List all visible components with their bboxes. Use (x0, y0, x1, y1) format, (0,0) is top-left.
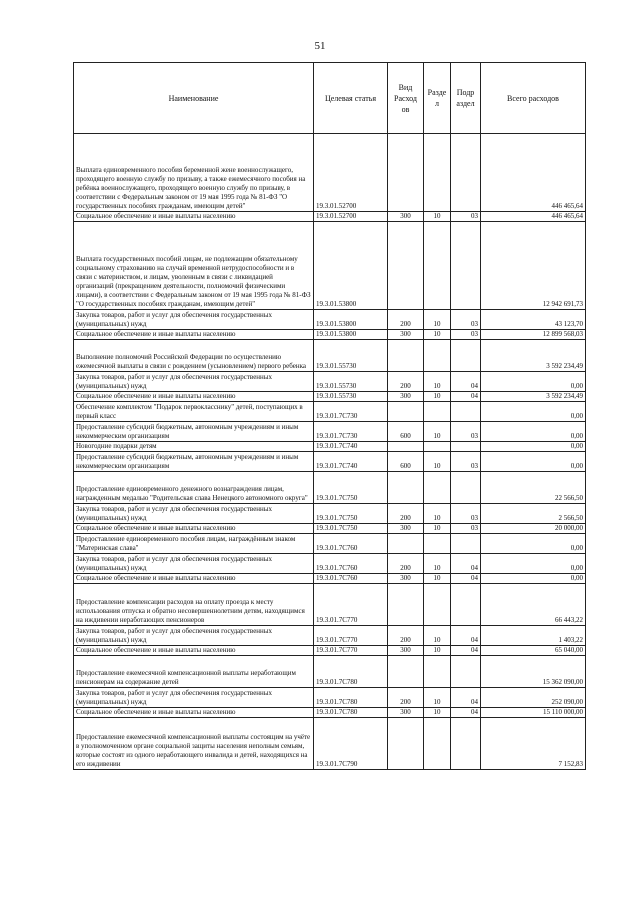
table-header-row (74, 63, 586, 134)
row-subsection-cell (451, 472, 481, 504)
row-total-cell: 12 942 691,73 (481, 222, 586, 310)
row-name-cell: Предоставление субсидий бюджетным, автономным учреждениям и иным некоммерческим организациям (74, 422, 314, 442)
row-subsection-cell: 04 (451, 626, 481, 646)
row-total-cell: 446 465,64 (481, 134, 586, 212)
row-section-cell: 10 (424, 212, 451, 222)
row-expense-type-cell: 300 (388, 708, 424, 718)
row-target-cell: 19.3.01.55730 (314, 372, 388, 392)
header-target: Целевая статья (314, 63, 388, 134)
row-target-cell: 19.3.01.53800 (314, 222, 388, 310)
row-name-cell: Выплата единовременного пособия беременной жене военнослужащего, проходящего военную службу по призыву, а также ежемесячного пособия на ребёнка военнослужащего, проходящего военную службу по призыву, в соответствии с Федеральным законом от 19 мая 1995 года № 81-ФЗ "О государственных пособиях гражданам, имеющим детей" (74, 134, 314, 212)
row-target-cell: 19.3.01.7C740 (314, 442, 388, 452)
table-row (74, 442, 586, 452)
row-expense-type-cell: 600 (388, 452, 424, 472)
row-total-cell: 446 465,64 (481, 212, 586, 222)
row-name-cell: Социальное обеспечение и иные выплаты населению (74, 212, 314, 222)
row-expense-type-cell: 300 (388, 392, 424, 402)
row-target-cell: 19.3.01.52700 (314, 134, 388, 212)
row-section-cell: 10 (424, 708, 451, 718)
row-target-cell: 19.3.01.7C770 (314, 584, 388, 626)
row-name-cell: Социальное обеспечение и иные выплаты населению (74, 330, 314, 340)
row-expense-type-cell (388, 402, 424, 422)
row-target-cell: 19.3.01.53800 (314, 310, 388, 330)
row-section-cell (424, 134, 451, 212)
row-subsection-cell (451, 534, 481, 554)
row-subsection-cell: 04 (451, 554, 481, 574)
row-section-cell (424, 718, 451, 770)
row-name-cell: Социальное обеспечение и иные выплаты населению (74, 392, 314, 402)
row-subsection-cell: 04 (451, 372, 481, 392)
row-section-cell (424, 584, 451, 626)
row-target-cell: 19.3.01.55730 (314, 340, 388, 372)
row-expense-type-cell: 300 (388, 212, 424, 222)
table-row (74, 372, 586, 392)
table-row (74, 688, 586, 708)
row-target-cell: 19.3.01.7C760 (314, 554, 388, 574)
row-section-cell: 10 (424, 310, 451, 330)
row-total-cell: 15 110 000,00 (481, 708, 586, 718)
row-subsection-cell (451, 402, 481, 422)
row-target-cell: 19.3.01.52700 (314, 212, 388, 222)
row-total-cell: 22 566,50 (481, 472, 586, 504)
row-total-cell: 1 403,22 (481, 626, 586, 646)
header-name: Наименование (74, 63, 314, 134)
row-expense-type-cell: 300 (388, 330, 424, 340)
row-expense-type-cell: 300 (388, 574, 424, 584)
row-subsection-cell (451, 442, 481, 452)
table-row (74, 626, 586, 646)
row-section-cell (424, 534, 451, 554)
row-name-cell: Предоставление компенсации расходов на оплату проезда к месту использования отпуска и обратно несовершеннолетним детям, находящимся на иждивении неработающих пенсионеров (74, 584, 314, 626)
row-total-cell: 3 592 234,49 (481, 392, 586, 402)
row-section-cell: 10 (424, 372, 451, 392)
table-row (74, 534, 586, 554)
row-name-cell: Новогодние подарки детям (74, 442, 314, 452)
table-row (74, 574, 586, 584)
row-section-cell (424, 656, 451, 688)
row-subsection-cell: 03 (451, 330, 481, 340)
row-target-cell: 19.3.01.7C770 (314, 646, 388, 656)
row-name-cell: Закупка товаров, работ и услуг для обеспечения государственных (муниципальных) нужд (74, 626, 314, 646)
header-section: Разде л (424, 63, 451, 134)
row-subsection-cell: 04 (451, 646, 481, 656)
row-total-cell: 12 899 568,03 (481, 330, 586, 340)
row-section-cell (424, 442, 451, 452)
row-section-cell (424, 222, 451, 310)
row-name-cell: Закупка товаров, работ и услуг для обеспечения государственных (муниципальных) нужд (74, 310, 314, 330)
row-expense-type-cell (388, 222, 424, 310)
row-section-cell: 10 (424, 422, 451, 442)
row-target-cell: 19.3.01.7C790 (314, 718, 388, 770)
row-total-cell: 0,00 (481, 574, 586, 584)
table-row (74, 402, 586, 422)
row-section-cell: 10 (424, 688, 451, 708)
row-section-cell: 10 (424, 330, 451, 340)
row-target-cell: 19.3.01.7C750 (314, 524, 388, 534)
row-name-cell: Закупка товаров, работ и услуг для обеспечения государственных (муниципальных) нужд (74, 554, 314, 574)
row-subsection-cell: 04 (451, 708, 481, 718)
header-subsection: Подр аздел (451, 63, 481, 134)
row-subsection-cell (451, 134, 481, 212)
row-target-cell: 19.3.01.7C750 (314, 504, 388, 524)
row-target-cell: 19.3.01.55730 (314, 392, 388, 402)
row-target-cell: 19.3.01.7C760 (314, 534, 388, 554)
row-total-cell: 7 152,83 (481, 718, 586, 770)
table-row (74, 212, 586, 222)
row-name-cell: Социальное обеспечение и иные выплаты населению (74, 574, 314, 584)
row-name-cell: Социальное обеспечение и иные выплаты населению (74, 646, 314, 656)
row-subsection-cell (451, 656, 481, 688)
row-expense-type-cell (388, 134, 424, 212)
row-target-cell: 19.3.01.7C780 (314, 708, 388, 718)
row-total-cell: 66 443,22 (481, 584, 586, 626)
row-name-cell: Закупка товаров, работ и услуг для обеспечения государственных (муниципальных) нужд (74, 504, 314, 524)
row-subsection-cell: 03 (451, 504, 481, 524)
row-name-cell: Выполнение полномочий Российской Федерации по осуществлению ежемесячной выплаты в связи с рождением (усыновлением) первого ребенка (74, 340, 314, 372)
row-section-cell: 10 (424, 574, 451, 584)
header-expense-type: Вид Расход ов (388, 63, 424, 134)
row-subsection-cell: 03 (451, 422, 481, 442)
row-subsection-cell: 03 (451, 452, 481, 472)
table-row (74, 504, 586, 524)
row-expense-type-cell: 200 (388, 688, 424, 708)
row-section-cell: 10 (424, 524, 451, 534)
table-row (74, 340, 586, 372)
table-row (74, 222, 586, 310)
row-subsection-cell: 04 (451, 574, 481, 584)
row-name-cell: Предоставление единовременного денежного вознаграждения лицам, награжденным медалью "Родительская слава Ненецкого автономного округа" (74, 472, 314, 504)
row-name-cell: Предоставление ежемесячной компенсационной выплаты неработающим пенсионерам на содержание детей (74, 656, 314, 688)
row-total-cell: 0,00 (481, 372, 586, 392)
row-subsection-cell: 03 (451, 310, 481, 330)
row-section-cell (424, 340, 451, 372)
row-total-cell: 65 040,00 (481, 646, 586, 656)
row-expense-type-cell: 300 (388, 524, 424, 534)
row-subsection-cell (451, 222, 481, 310)
table-row (74, 656, 586, 688)
table-row (74, 718, 586, 770)
row-expense-type-cell: 200 (388, 504, 424, 524)
row-target-cell: 19.3.01.7C780 (314, 688, 388, 708)
row-expense-type-cell (388, 472, 424, 504)
row-total-cell: 0,00 (481, 402, 586, 422)
row-target-cell: 19.3.01.7C780 (314, 656, 388, 688)
row-expense-type-cell: 200 (388, 310, 424, 330)
row-name-cell: Социальное обеспечение и иные выплаты населению (74, 708, 314, 718)
row-name-cell: Социальное обеспечение и иные выплаты населению (74, 524, 314, 534)
row-expense-type-cell: 200 (388, 626, 424, 646)
row-name-cell: Предоставление субсидий бюджетным, автономным учреждениям и иным некоммерческим организациям (74, 452, 314, 472)
row-target-cell: 19.3.01.53800 (314, 330, 388, 340)
row-total-cell: 252 090,00 (481, 688, 586, 708)
row-total-cell: 3 592 234,49 (481, 340, 586, 372)
table-row (74, 452, 586, 472)
row-name-cell: Выплата государственных пособий лицам, не подлежащим обязательному социальному страхованию на случай временной нетрудоспособности и в связи с материнством, и лицам, уволенным в связи с ликвидацией организаций (прекращением деятельности, полномочий физическими лицами), в соответствии с Федеральным законом от 19 мая 1995 года № 81-ФЗ "О государственных пособиях гражданам, имеющим детей" (74, 222, 314, 310)
row-name-cell: Обеспечение комплектом "Подарок первокласснику" детей, поступающих в первый класс (74, 402, 314, 422)
row-section-cell: 10 (424, 392, 451, 402)
row-subsection-cell: 04 (451, 688, 481, 708)
row-total-cell: 0,00 (481, 534, 586, 554)
row-total-cell: 0,00 (481, 554, 586, 574)
row-expense-type-cell: 200 (388, 372, 424, 392)
table-row (74, 134, 586, 212)
row-total-cell: 43 123,70 (481, 310, 586, 330)
row-target-cell: 19.3.01.7C750 (314, 472, 388, 504)
row-expense-type-cell: 300 (388, 646, 424, 656)
row-expense-type-cell (388, 656, 424, 688)
row-total-cell: 0,00 (481, 422, 586, 442)
row-section-cell (424, 472, 451, 504)
table-row (74, 554, 586, 574)
row-name-cell: Предоставление единовременного пособия лицам, награждённым знаком "Материнская слава" (74, 534, 314, 554)
table-row (74, 708, 586, 718)
table-row (74, 422, 586, 442)
row-section-cell: 10 (424, 626, 451, 646)
row-expense-type-cell: 200 (388, 554, 424, 574)
row-subsection-cell: 03 (451, 524, 481, 534)
row-expense-type-cell: 600 (388, 422, 424, 442)
table-row (74, 472, 586, 504)
table-row (74, 524, 586, 534)
row-target-cell: 19.3.01.7C730 (314, 402, 388, 422)
table-row (74, 392, 586, 402)
row-expense-type-cell (388, 442, 424, 452)
row-section-cell: 10 (424, 646, 451, 656)
row-target-cell: 19.3.01.7C730 (314, 422, 388, 442)
budget-table (73, 62, 586, 770)
row-subsection-cell (451, 340, 481, 372)
row-subsection-cell (451, 718, 481, 770)
header-total: Всего расходов (481, 63, 586, 134)
row-expense-type-cell (388, 534, 424, 554)
row-name-cell: Закупка товаров, работ и услуг для обеспечения государственных (муниципальных) нужд (74, 372, 314, 392)
table-row (74, 310, 586, 330)
page-number: 51 (314, 40, 326, 52)
row-total-cell: 0,00 (481, 442, 586, 452)
row-total-cell: 20 000,00 (481, 524, 586, 534)
row-name-cell: Предоставление ежемесячной компенсационной выплаты состоящим на учёте в уполномоченном органе социальной защиты населения неполным семьям, которые состоят из одного неработающего инвалида и детей, находящихся на его иждивении (74, 718, 314, 770)
row-subsection-cell (451, 584, 481, 626)
row-expense-type-cell (388, 718, 424, 770)
row-subsection-cell: 03 (451, 212, 481, 222)
row-subsection-cell: 04 (451, 392, 481, 402)
row-section-cell: 10 (424, 452, 451, 472)
row-expense-type-cell (388, 340, 424, 372)
row-total-cell: 15 362 090,00 (481, 656, 586, 688)
row-total-cell: 2 566,50 (481, 504, 586, 524)
table-row (74, 330, 586, 340)
row-target-cell: 19.3.01.7C760 (314, 574, 388, 584)
row-section-cell (424, 402, 451, 422)
row-target-cell: 19.3.01.7C740 (314, 452, 388, 472)
row-target-cell: 19.3.01.7C770 (314, 626, 388, 646)
row-section-cell: 10 (424, 504, 451, 524)
row-total-cell: 0,00 (481, 452, 586, 472)
table-row (74, 646, 586, 656)
row-name-cell: Закупка товаров, работ и услуг для обеспечения государственных (муниципальных) нужд (74, 688, 314, 708)
row-expense-type-cell (388, 584, 424, 626)
row-section-cell: 10 (424, 554, 451, 574)
table-row (74, 584, 586, 626)
